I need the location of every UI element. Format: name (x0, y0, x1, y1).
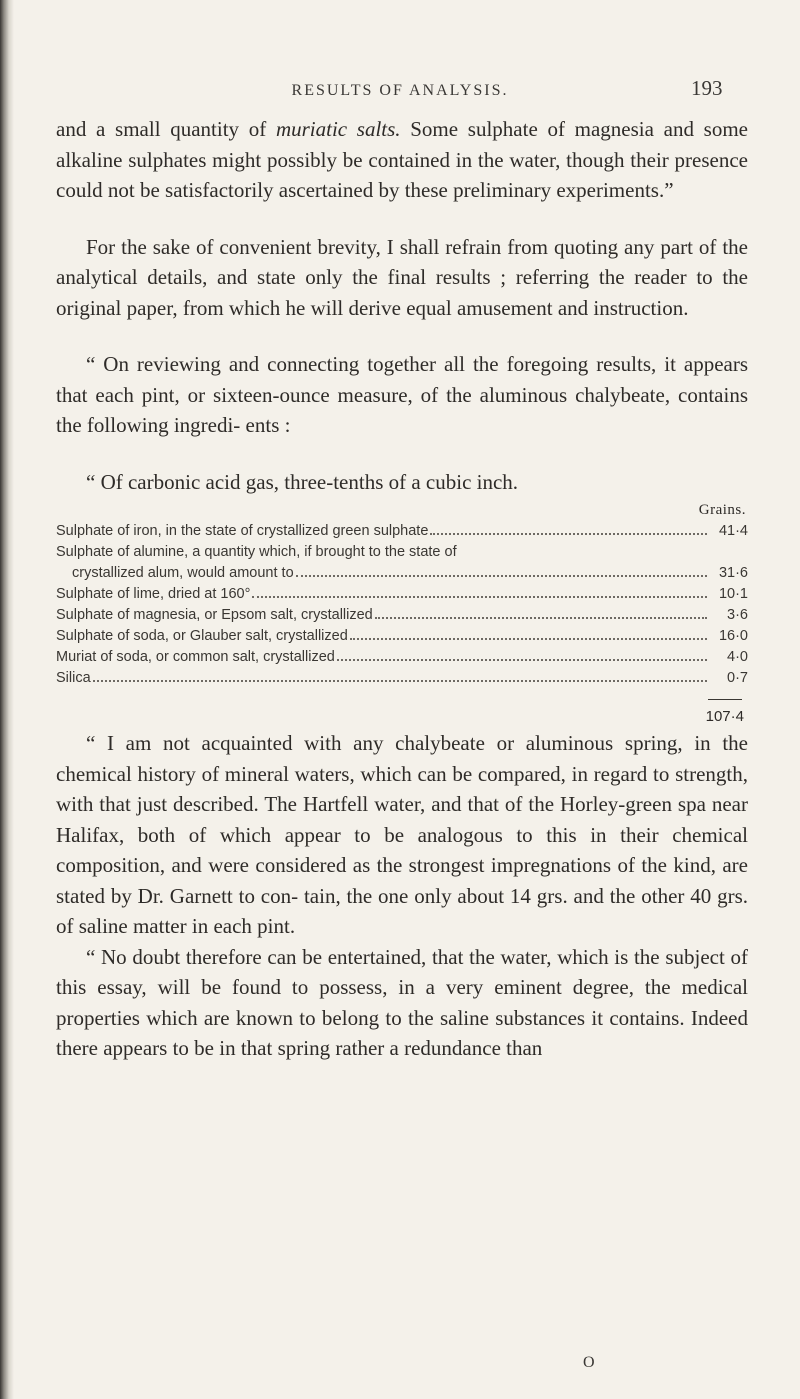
grains-column-header: Grains. (698, 502, 746, 518)
table-row (56, 626, 748, 647)
leader-dots (430, 533, 707, 535)
leader-dots (296, 575, 707, 577)
ingredient-value: 31·6 (718, 565, 748, 581)
paragraph-6: “ No doubt therefore can be entertained, that the water, which is the subject of this essay, will be found to possess, in a very eminent degree, the medical properties which are known to belong to the saline substances it contains. Indeed there appears to be in that spring rather a redundance than (56, 944, 748, 1060)
ingredient-value: 0·7 (727, 670, 748, 686)
paragraph-1 (56, 114, 748, 206)
ingredient-name: Sulphate of lime, dried at 160° (56, 586, 251, 602)
paragraph-5: “ I am not acquainted with any chalybeate or aluminous spring, in the chemical history of mineral waters, which can be compared, in regard to strength, with that just described. The Hartfell water, and that of the Horley-green spa near Halifax, both of which appear to be analogous to this in their chemical composition, and were considered as the strongest impregnations of the kind, are stated by Dr. Garnett to con- tain, the one only about 14 grs. and the other 40 grs. of saline matter in each pint. (56, 731, 748, 938)
table-row (56, 563, 748, 584)
ingredient-value: 10·1 (718, 586, 748, 602)
leader-dots (350, 638, 707, 640)
leader-dots (375, 617, 707, 619)
ingredient-value: 16·0 (718, 628, 748, 644)
ingredient-name: Sulphate of iron, in the state of crystallized green sulphate (56, 523, 429, 539)
ingredient-name: Silica (56, 670, 91, 686)
paragraph-1-italic: muriatic salts. (275, 117, 401, 141)
paragraph-3: “ On reviewing and connecting together all the foregoing results, it appears that each pint, or sixteen-ounce measure, of the aluminous chalybeate, contains the following ingredi- ents : (56, 352, 748, 437)
leader-dots (93, 680, 707, 682)
leader-dots (252, 596, 707, 598)
running-title: RESULTS OF ANALYSIS. (291, 82, 509, 99)
table-row (56, 542, 748, 563)
paragraph-4: “ Of carbonic acid gas, three-tenths of a cubic inch. (86, 469, 519, 494)
signature-mark: O (583, 1354, 595, 1371)
table-row (56, 584, 748, 605)
table-row (56, 668, 748, 689)
ingredient-name: crystallized alum, would amount to (72, 565, 294, 581)
paragraph-1-end: Some sulphate of magnesia and some alkaline sulphates might possibly be contained in the water, though their presence could not be satisfactorily ascertained by these preliminary experiments.” (56, 117, 748, 202)
table-row (56, 521, 748, 542)
ingredient-name: Sulphate of magnesia, or Epsom salt, crystallized (56, 607, 373, 623)
ingredient-name: Sulphate of alumine, a quantity which, if brought to the state of (56, 544, 457, 560)
total-rule (708, 699, 742, 700)
total-grains: 107·4 (705, 708, 744, 725)
ingredients-table (56, 521, 748, 689)
book-gutter-shadow (0, 0, 14, 1399)
leader-dots (337, 659, 707, 661)
page-body (56, 114, 748, 1064)
ingredient-value: 3·6 (727, 607, 748, 623)
table-row (56, 647, 748, 668)
ingredient-name: Sulphate of soda, or Glauber salt, crystallized (56, 628, 348, 644)
paragraph-2: For the sake of convenient brevity, I shall refrain from quoting any part of the analytical details, and state only the final results ; referring the reader to the original paper, from which he will derive equal amusement and instruction. (56, 234, 748, 320)
paragraph-1-start: and a small quantity of (56, 117, 276, 141)
ingredient-value: 41·4 (718, 523, 748, 539)
ingredient-name: Muriat of soda, or common salt, crystallized (56, 649, 335, 665)
table-row (56, 605, 748, 626)
ingredient-value: 4·0 (727, 649, 748, 665)
page-number: 193 (691, 76, 723, 100)
